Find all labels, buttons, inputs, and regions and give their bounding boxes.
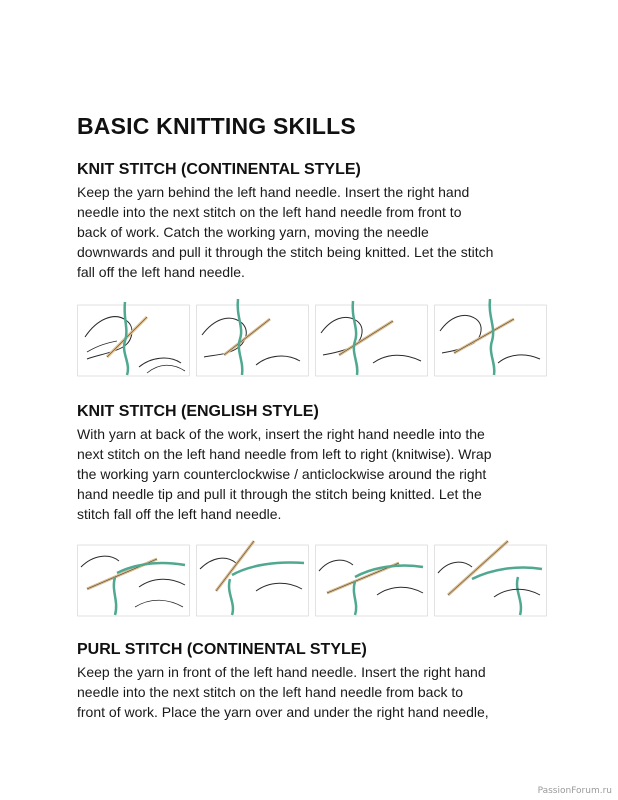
english-knit-step-1-illustration xyxy=(77,537,190,617)
english-knit-step-2-illustration xyxy=(196,537,309,617)
body-line: Keep the yarn behind the left hand needle. Insert the right hand xyxy=(77,184,470,200)
body-line: stitch fall off the left hand needle. xyxy=(77,506,282,522)
body-line: hand needle tip and pull it through the stitch being knitted. Let the xyxy=(77,486,482,502)
section-knit-continental xyxy=(77,160,547,282)
hands-needles-icon xyxy=(196,297,309,377)
hands-needles-icon xyxy=(77,537,190,617)
hands-needles-icon xyxy=(315,537,428,617)
english-knit-step-4-illustration xyxy=(434,537,547,617)
section-body xyxy=(77,424,547,524)
body-line: back of work. Catch the working yarn, moving the needle xyxy=(77,224,429,240)
continental-knit-step-1-illustration xyxy=(77,297,190,377)
section-heading: PURL STITCH (CONTINENTAL STYLE) xyxy=(77,641,367,658)
continental-knit-step-2-illustration xyxy=(196,297,309,377)
hands-needles-icon xyxy=(315,297,428,377)
section-purl-continental xyxy=(77,640,547,722)
continental-knit-step-4-illustration xyxy=(434,297,547,377)
page-title: BASIC KNITTING SKILLS xyxy=(77,113,356,139)
body-line: Keep the yarn in front of the left hand needle. Insert the right hand xyxy=(77,664,486,680)
hands-needles-icon xyxy=(434,537,547,617)
illustration-row-continental xyxy=(77,297,547,377)
body-line: front of work. Place the yarn over and under the right hand needle, xyxy=(77,704,489,720)
hands-needles-icon xyxy=(77,297,190,377)
body-line: the working yarn counterclockwise / anticlockwise around the right xyxy=(77,466,487,482)
section-knit-english xyxy=(77,402,547,524)
hands-needles-icon xyxy=(196,537,309,617)
body-line: next stitch on the left hand needle from left to right (knitwise). Wrap xyxy=(77,446,492,462)
illustration-row-english xyxy=(77,537,547,617)
section-body xyxy=(77,662,547,722)
body-line: fall off the left hand needle. xyxy=(77,264,245,280)
body-line: With yarn at back of the work, insert the right hand needle into the xyxy=(77,426,485,442)
section-heading: KNIT STITCH (ENGLISH STYLE) xyxy=(77,403,319,420)
body-line: needle into the next stitch on the left hand needle from front to xyxy=(77,204,462,220)
body-line: needle into the next stitch on the left hand needle from back to xyxy=(77,684,464,700)
section-body xyxy=(77,182,547,282)
english-knit-step-3-illustration xyxy=(315,537,428,617)
body-line: downwards and pull it through the stitch being knitted. Let the stitch xyxy=(77,244,494,260)
continental-knit-step-3-illustration xyxy=(315,297,428,377)
section-heading: KNIT STITCH (CONTINENTAL STYLE) xyxy=(77,161,361,178)
hands-needles-icon xyxy=(434,297,547,377)
watermark: PassionForum.ru xyxy=(537,786,612,796)
